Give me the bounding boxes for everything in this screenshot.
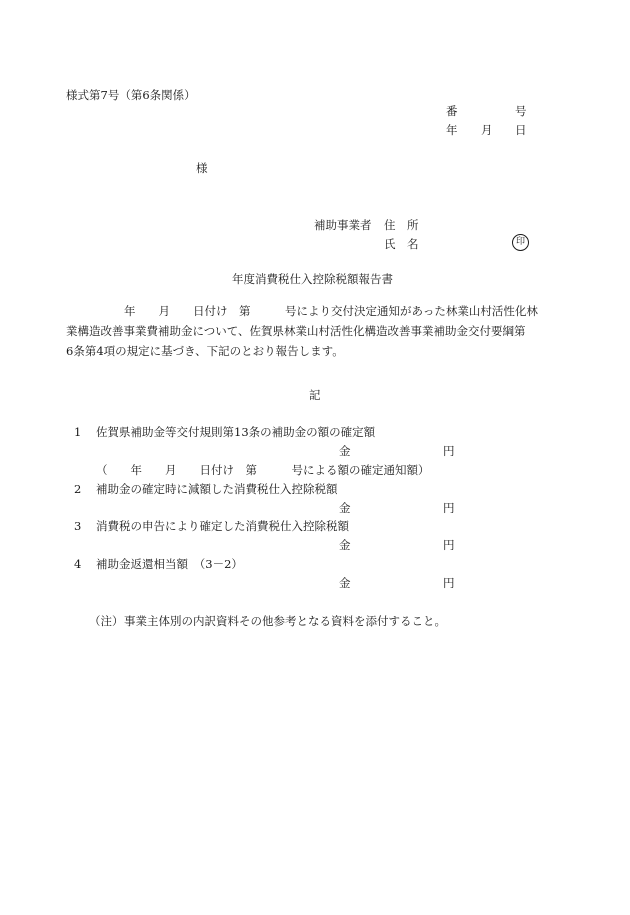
document-number-suffix: 号 xyxy=(515,104,527,118)
addressee-suffix: 様 xyxy=(196,161,208,175)
applicant-title: 補助事業者 xyxy=(314,218,372,232)
document-title: 年度消費税仕入控除税額報告書 xyxy=(232,272,393,286)
form-number: 様式第7号（第6条関係） xyxy=(66,88,196,102)
amount-kin: 金 xyxy=(339,576,351,590)
name-label: 氏 名 xyxy=(384,237,419,251)
item-number: 2 xyxy=(74,482,82,496)
amount-yen: 円 xyxy=(443,501,455,515)
body-line: 業構造改善事業費補助金について、佐賀県林業山村活性化構造改善事業補助金交付要綱第 xyxy=(66,324,526,338)
item-number: 1 xyxy=(74,425,82,439)
date-day: 日 xyxy=(515,123,527,137)
amount-yen: 円 xyxy=(443,444,455,458)
note-text: 事業主体別の内訳資料その他参考となる資料を添付すること。 xyxy=(124,614,446,628)
item-text: 補助金返還相当額 （3－2） xyxy=(96,557,243,571)
item-text: 消費税の申告により確定した消費税仕入控除税額 xyxy=(96,519,349,533)
amount-yen: 円 xyxy=(443,576,455,590)
item-note: （ 年 月 日付け 第 号による額の確定通知額） xyxy=(96,463,430,477)
date-month: 月 xyxy=(481,123,493,137)
amount-yen: 円 xyxy=(443,538,455,552)
item-number: 3 xyxy=(74,519,82,533)
ki-heading: 記 xyxy=(309,388,321,402)
body-line: 年 月 日付け 第 号により交付決定通知があった林業山村活性化林 xyxy=(124,304,538,318)
amount-kin: 金 xyxy=(339,538,351,552)
date-year: 年 xyxy=(446,123,458,137)
amount-kin: 金 xyxy=(339,501,351,515)
body-line: 6条第4項の規定に基づき、下記のとおり報告します。 xyxy=(66,344,344,358)
seal-mark: 印 xyxy=(512,234,529,251)
item-text: 補助金の確定時に減額した消費税仕入控除税額 xyxy=(96,482,338,496)
address-label: 住 所 xyxy=(384,218,419,232)
note-label: （注） xyxy=(89,614,124,628)
item-number: 4 xyxy=(74,557,82,571)
body-paragraph xyxy=(66,301,556,361)
amount-kin: 金 xyxy=(339,444,351,458)
document-number-label: 番 xyxy=(446,104,458,118)
item-text: 佐賀県補助金等交付規則第13条の補助金の額の確定額 xyxy=(96,425,376,439)
